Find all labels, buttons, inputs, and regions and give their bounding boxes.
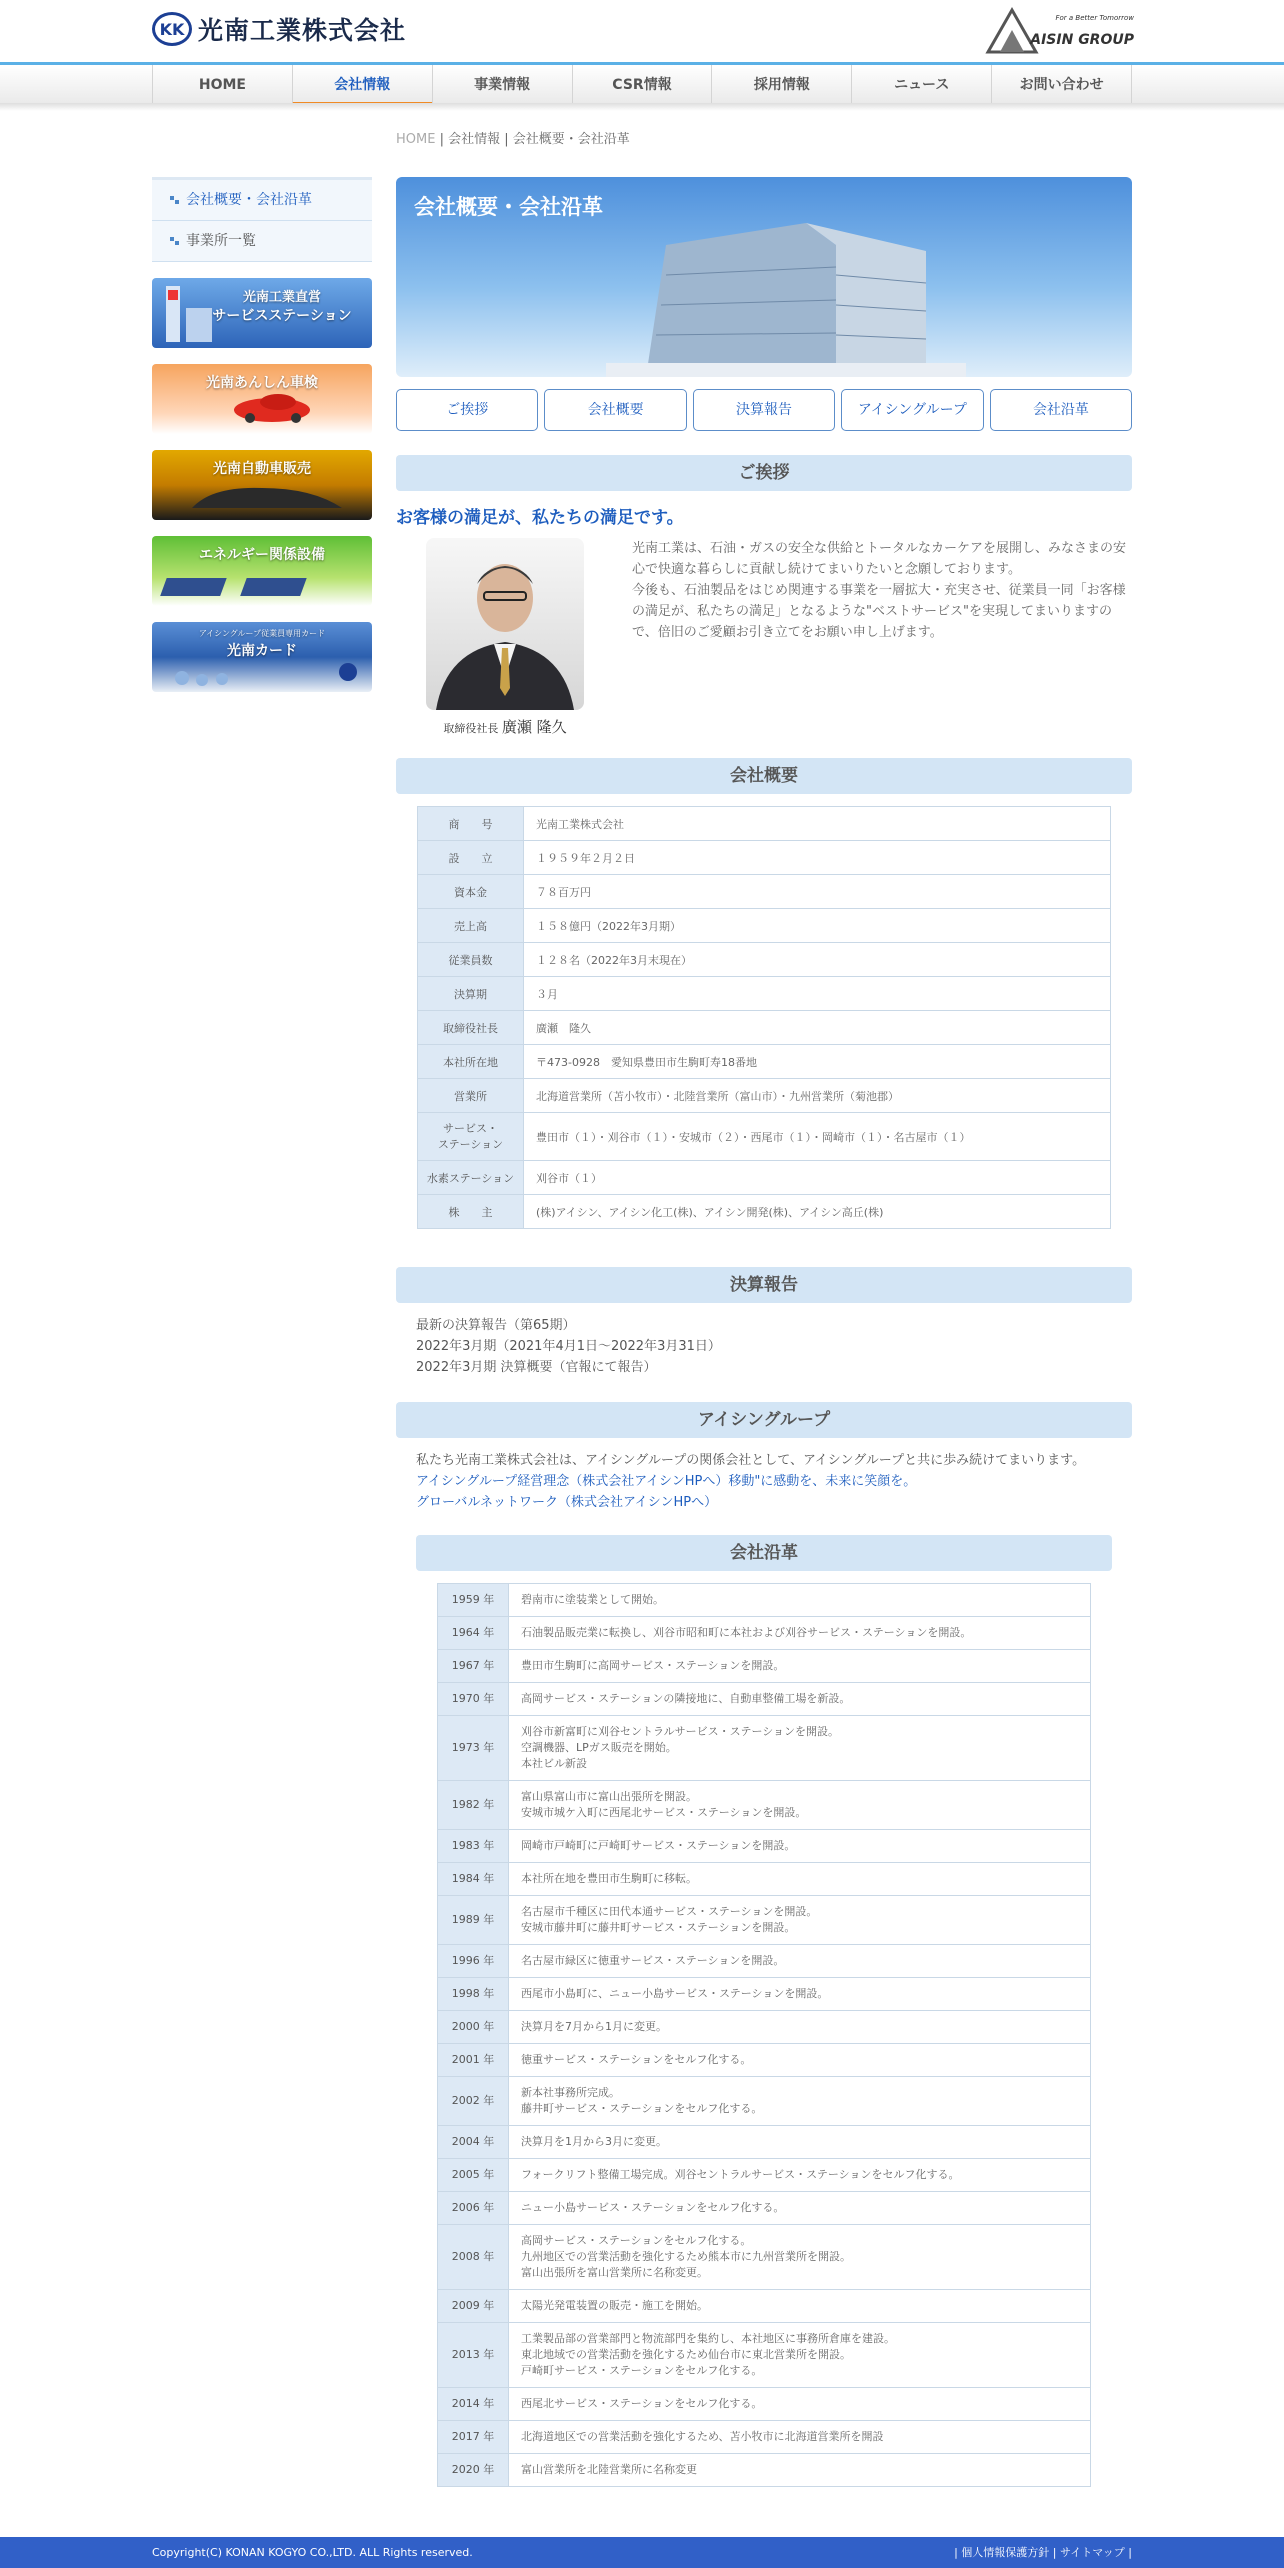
overview-key: 売上高 <box>418 909 524 943</box>
bullet-icon <box>170 195 180 205</box>
banner-line2: サービスステーション <box>212 308 352 324</box>
table-row <box>438 2011 1091 2044</box>
privacy-policy-link[interactable]: 個人情報保護方針 <box>961 2546 1050 2559</box>
nav-recruit-info[interactable]: 採用情報 <box>711 65 851 105</box>
greeting-paragraph-2: 今後も、石油製品をはじめ関連する事業を一層拡大・充実させ、従業員一同「お客様の満足が、私たちの満足」となるような"ベストサービス"を実現してまいりますので、倍旧のご愛顧お引き立てをお願い申し上げます。 <box>632 583 1126 640</box>
section-tabs <box>396 389 1132 431</box>
table-row <box>418 1011 1111 1045</box>
table-row <box>438 2044 1091 2077</box>
bullet-icon <box>170 236 180 246</box>
overview-key: 資本金 <box>418 875 524 909</box>
table-row <box>438 2290 1091 2323</box>
banner-line1: 光南自動車販売 <box>213 461 311 477</box>
history-year: 1984 年 <box>438 1863 509 1896</box>
history-year: 2004 年 <box>438 2126 509 2159</box>
history-heading: 会社沿革 <box>416 1535 1112 1571</box>
breadcrumb-current: 会社概要・会社沿革 <box>512 132 630 147</box>
greeting-text <box>632 538 1126 643</box>
history-year: 2017 年 <box>438 2421 509 2454</box>
table-row <box>418 841 1111 875</box>
table-row <box>438 2421 1091 2454</box>
history-event: 高岡サービス・ステーションの隣接地に、自動車整備工場を新設。 <box>509 1683 1091 1716</box>
overview-value: 〒473-0928 愛知県豊田市生駒町寿18番地 <box>524 1045 1111 1079</box>
hero-title: 会社概要・会社沿革 <box>414 195 603 219</box>
table-row <box>438 1863 1091 1896</box>
history-year: 1998 年 <box>438 1978 509 2011</box>
table-row <box>438 2323 1091 2388</box>
side-item-label: 事業所一覧 <box>186 233 256 249</box>
history-year: 1959 年 <box>438 1584 509 1617</box>
overview-value: 豊田市（１）・刈谷市（１）・安城市（２）・西尾市（１）・岡崎市（１）・名古屋市（１） <box>524 1113 1111 1161</box>
table-row <box>418 875 1111 909</box>
financial-heading: 決算報告 <box>396 1267 1132 1303</box>
history-table <box>437 1583 1091 2487</box>
overview-key: 水素ステーション <box>418 1161 524 1195</box>
overview-value: ７８百万円 <box>524 875 1111 909</box>
logo-mark-icon: KK <box>152 12 192 46</box>
table-row <box>418 943 1111 977</box>
history-year: 2006 年 <box>438 2192 509 2225</box>
portrait-caption <box>426 716 584 737</box>
overview-key: 商 号 <box>418 807 524 841</box>
table-row <box>418 977 1111 1011</box>
history-event: 石油製品販売業に転換し、刈谷市昭和町に本社および刈谷サービス・ステーションを開設。 <box>509 1617 1091 1650</box>
history-year: 1973 年 <box>438 1716 509 1781</box>
aisin-group-body <box>396 1450 1132 1513</box>
history-event: 岡崎市戸崎町に戸崎町サービス・ステーションを開設。 <box>509 1830 1091 1863</box>
greeting-heading: ご挨拶 <box>396 455 1132 491</box>
car-icon <box>152 364 372 434</box>
history-year: 2001 年 <box>438 2044 509 2077</box>
car-silhouette-icon <box>152 450 372 520</box>
history-year: 2008 年 <box>438 2225 509 2290</box>
overview-value: (株)アイシン、アイシン化工(株)、アイシン開発(株)、アイシン高丘(株) <box>524 1195 1111 1229</box>
overview-value: 刈谷市（１） <box>524 1161 1111 1195</box>
table-row <box>438 1781 1091 1830</box>
sidebar <box>152 177 372 692</box>
history-year: 1970 年 <box>438 1683 509 1716</box>
history-event: 西尾市小島町に、ニュー小島サービス・ステーションを開設。 <box>509 1978 1091 2011</box>
breadcrumb-sep: | <box>500 132 513 147</box>
history-event: 徳重サービス・ステーションをセルフ化する。 <box>509 2044 1091 2077</box>
table-row <box>438 2192 1091 2225</box>
group-name: AISIN GROUP <box>1030 32 1134 48</box>
site-header <box>0 0 1284 62</box>
side-item-overview-history[interactable] <box>152 180 372 221</box>
overview-key: 営業所 <box>418 1079 524 1113</box>
banner-service-station[interactable] <box>152 278 372 348</box>
overview-key: 本社所在地 <box>418 1045 524 1079</box>
sitemap-link[interactable]: サイトマップ <box>1060 2546 1125 2559</box>
overview-value: １２８名（2022年3月末現在） <box>524 943 1111 977</box>
history-year: 1964 年 <box>438 1617 509 1650</box>
overview-key: 従業員数 <box>418 943 524 977</box>
overview-heading: 会社概要 <box>396 758 1132 794</box>
side-menu <box>152 177 372 262</box>
history-year: 1983 年 <box>438 1830 509 1863</box>
table-row <box>438 2159 1091 2192</box>
table-row <box>438 2225 1091 2290</box>
group-tagline: For a Better Tomorrow <box>1055 14 1134 22</box>
nav-csr-info[interactable]: CSR情報 <box>572 65 712 105</box>
history-event: 西尾北サービス・ステーションをセルフ化する。 <box>509 2388 1091 2421</box>
hero-banner <box>396 177 1132 377</box>
financial-body <box>396 1315 1132 1378</box>
nav-home[interactable]: HOME <box>152 65 292 105</box>
tab-financial[interactable]: 決算報告 <box>693 389 835 431</box>
nav-contact[interactable]: お問い合わせ <box>991 65 1132 105</box>
overview-value: 北海道営業所（苫小牧市）・北陸営業所（富山市）・九州営業所（菊池郡） <box>524 1079 1111 1113</box>
president-role: 取締役社長 <box>443 722 499 735</box>
table-row <box>418 1079 1111 1113</box>
breadcrumb <box>396 128 630 147</box>
side-item-offices[interactable] <box>152 221 372 262</box>
company-logo[interactable] <box>152 11 406 47</box>
site-footer <box>0 2537 1284 2568</box>
nav-shadow <box>0 103 1284 111</box>
history-event: 決算月を1月から3月に変更。 <box>509 2126 1091 2159</box>
nav-news[interactable]: ニュース <box>851 65 991 105</box>
table-row <box>438 1896 1091 1945</box>
history-year: 1967 年 <box>438 1650 509 1683</box>
overview-key: 取締役社長 <box>418 1011 524 1045</box>
tab-history[interactable]: 会社沿革 <box>990 389 1132 431</box>
table-row <box>418 1045 1111 1079</box>
table-row <box>438 1945 1091 1978</box>
overview-value: 廣瀬 隆久 <box>524 1011 1111 1045</box>
table-row <box>438 2388 1091 2421</box>
table-row <box>418 807 1111 841</box>
banner-konan-card[interactable] <box>152 622 372 692</box>
history-year: 2009 年 <box>438 2290 509 2323</box>
banner-line2: 光南カード <box>227 643 297 659</box>
global-network-link[interactable]: グローバルネットワーク（株式会社アイシンHPへ） <box>416 1495 718 1510</box>
greeting-title: お客様の満足が、私たちの満足です。 <box>396 508 684 528</box>
history-event: フォークリフト整備工場完成。刈谷セントラルサービス・ステーションをセルフ化する。 <box>509 2159 1091 2192</box>
history-event: 太陽光発電装置の販売・施工を開始。 <box>509 2290 1091 2323</box>
portrait-person-icon <box>426 538 584 710</box>
overview-value: １９５９年２月２日 <box>524 841 1111 875</box>
tab-overview[interactable]: 会社概要 <box>544 389 686 431</box>
building-photo-icon <box>606 205 966 377</box>
history-event: 豊田市生駒町に高岡サービス・ステーションを開設。 <box>509 1650 1091 1683</box>
aisin-group-heading: アイシングループ <box>396 1402 1132 1438</box>
overview-value: 光南工業株式会社 <box>524 807 1111 841</box>
history-event: 北海道地区での営業活動を強化するため、苫小牧市に北海道営業所を開設 <box>509 2421 1091 2454</box>
table-row <box>438 1617 1091 1650</box>
greeting-paragraph-1: 光南工業は、石油・ガスの安全な供給とトータルなカーケアを展開し、みなさまの安心で快適な暮らしに貢献し続けてまいりたいと念願しております。 <box>632 541 1127 577</box>
banner-line1: アイシングループ従業員専用カード <box>198 629 326 638</box>
history-event: ニュー小島サービス・ステーションをセルフ化する。 <box>509 2192 1091 2225</box>
breadcrumb-company-info[interactable]: 会社情報 <box>448 132 501 147</box>
aisin-triangle-icon <box>984 6 1040 56</box>
overview-value: １５８億円（2022年3月期） <box>524 909 1111 943</box>
breadcrumb-home[interactable]: HOME <box>396 132 436 147</box>
global-nav <box>0 62 1284 106</box>
history-year: 2020 年 <box>438 2454 509 2487</box>
history-year: 1982 年 <box>438 1781 509 1830</box>
table-row <box>418 1113 1111 1161</box>
overview-key: 株 主 <box>418 1195 524 1229</box>
card-trees-icon <box>152 622 372 692</box>
history-event: 富山営業所を北陸営業所に名称変更 <box>509 2454 1091 2487</box>
footer-links: | 個人情報保護方針 | サイトマップ | <box>954 2546 1132 2559</box>
nav-business-info[interactable]: 事業情報 <box>432 65 572 105</box>
table-row <box>438 2454 1091 2487</box>
president-portrait <box>426 538 584 710</box>
table-row <box>438 1683 1091 1716</box>
financial-line-3[interactable]: 2022年3月期 決算概要（官報にて報告） <box>416 1360 657 1375</box>
main-content <box>396 177 1132 2487</box>
financial-line-1: 最新の決算報告（第65期） <box>416 1318 576 1333</box>
history-year: 2000 年 <box>438 2011 509 2044</box>
history-event: 刈谷市新富町に刈谷セントラルサービス・ステーションを開設。 空調機器、LPガス販売を開始。 本社ビル新設 <box>509 1716 1091 1781</box>
overview-table <box>417 806 1111 1229</box>
breadcrumb-sep: | <box>435 132 449 147</box>
financial-line-2: 2022年3月期（2021年4月1日〜2022年3月31日） <box>416 1339 721 1354</box>
banner-car-sales[interactable] <box>152 450 372 520</box>
table-row <box>438 2126 1091 2159</box>
overview-value: ３月 <box>524 977 1111 1011</box>
banner-anshin-shaken[interactable] <box>152 364 372 434</box>
aisin-philosophy-link[interactable]: アイシングループ経営理念（株式会社アイシンHPへ）移動"に感動を、未来に笑顔を。 <box>416 1474 917 1489</box>
table-row <box>438 1584 1091 1617</box>
history-event: 名古屋市千種区に田代本通サービス・ステーションを開設。 安城市藤井町に藤井町サービス・ステーションを開設。 <box>509 1896 1091 1945</box>
solar-panel-icon <box>152 536 372 606</box>
history-event: 決算月を7月から1月に変更。 <box>509 2011 1091 2044</box>
history-event: 新本社事務所完成。 藤井町サービス・ステーションをセルフ化する。 <box>509 2077 1091 2126</box>
history-event: 高岡サービス・ステーションをセルフ化する。 九州地区での営業活動を強化するため熊本市に九州営業所を開設。 富山出張所を富山営業所に名称変更。 <box>509 2225 1091 2290</box>
side-item-label: 会社概要・会社沿革 <box>186 192 312 208</box>
aisin-group-logo[interactable] <box>984 6 1134 56</box>
history-event: 名古屋市緑区に徳重サービス・ステーションを開設。 <box>509 1945 1091 1978</box>
table-row <box>438 1830 1091 1863</box>
greeting-body <box>396 538 1132 748</box>
president-name: 廣瀬 隆久 <box>501 718 567 736</box>
banner-line1: 光南あんしん車検 <box>206 375 318 391</box>
table-row <box>418 1161 1111 1195</box>
history-event: 工業製品部の営業部門と物流部門を集約し、本社地区に事務所倉庫を建設。 東北地域での営業活動を強化するため仙台市に東北営業所を開設。 戸崎町サービス・ステーションをセルフ化する。 <box>509 2323 1091 2388</box>
tab-greeting[interactable]: ご挨拶 <box>396 389 538 431</box>
table-row <box>438 1716 1091 1781</box>
history-year: 2002 年 <box>438 2077 509 2126</box>
history-event: 富山県富山市に富山出張所を開設。 安城市城ケ入町に西尾北サービス・ステーションを開設。 <box>509 1781 1091 1830</box>
table-row <box>418 909 1111 943</box>
tab-aisin-group[interactable]: アイシングループ <box>841 389 983 431</box>
history-year: 2005 年 <box>438 2159 509 2192</box>
overview-key: 決算期 <box>418 977 524 1011</box>
banner-line1: 光南工業直営 <box>242 290 321 305</box>
table-row <box>438 1978 1091 2011</box>
aisin-group-text: 私たち光南工業株式会社は、アイシングループの関係会社として、アイシングループと共に歩み続けてまいります。 <box>416 1453 1086 1468</box>
history-year: 1989 年 <box>438 1896 509 1945</box>
history-year: 2013 年 <box>438 2323 509 2388</box>
table-row <box>438 1650 1091 1683</box>
table-row <box>438 2077 1091 2126</box>
copyright: Copyright(C) KONAN KOGYO CO.,LTD. ALL Rights reserved. <box>152 2546 473 2559</box>
banner-line1: エネルギー関係設備 <box>199 547 325 563</box>
overview-key: 設 立 <box>418 841 524 875</box>
logo-text: 光南工業株式会社 <box>198 16 407 45</box>
history-event: 碧南市に塗装業として開始。 <box>509 1584 1091 1617</box>
nav-company-info[interactable]: 会社情報 <box>292 65 432 105</box>
table-row <box>418 1195 1111 1229</box>
history-year: 2014 年 <box>438 2388 509 2421</box>
overview-key: サービス・ ステーション <box>418 1113 524 1161</box>
history-event: 本社所在地を豊田市生駒町に移転。 <box>509 1863 1091 1896</box>
history-year: 1996 年 <box>438 1945 509 1978</box>
banner-energy-equipment[interactable] <box>152 536 372 606</box>
